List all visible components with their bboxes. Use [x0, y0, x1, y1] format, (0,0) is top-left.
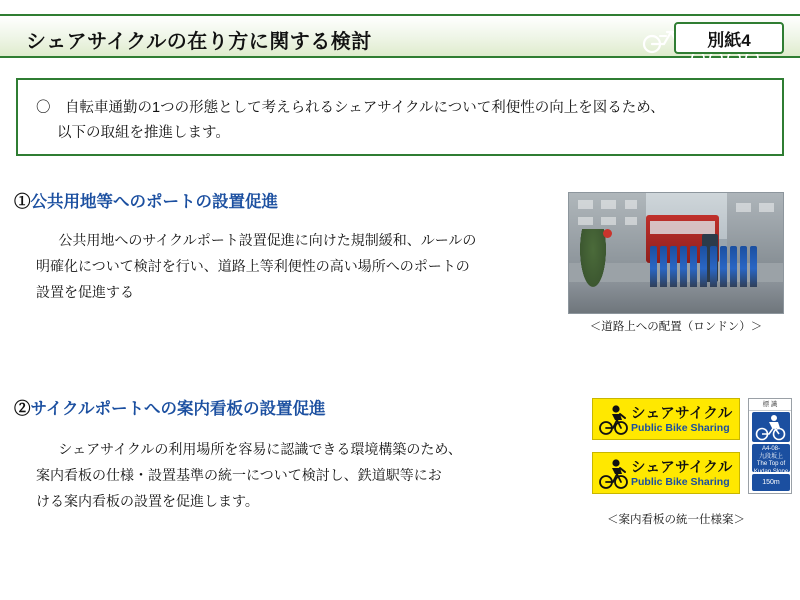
photo-docked-bike [730, 246, 737, 287]
guide-sign-place-en-2: Kudan Slope [753, 468, 789, 475]
signage-mockup-group [592, 398, 792, 502]
section-1-heading-text: 公共用地等へのポートの設置促進 [30, 193, 278, 211]
photo-window [625, 217, 638, 225]
guide-sign-place-info [752, 444, 790, 475]
photo-docked-bike [680, 246, 687, 287]
guide-sign-distance: 150m [752, 474, 790, 491]
share-cycle-sign-2-title: シェアサイクル [631, 460, 733, 476]
section-2-line-1: シェアサイクルの利用場所を容易に認識できる環境構築のため、 [58, 441, 462, 457]
photo-window [601, 200, 616, 208]
share-cycle-sign-1-subtitle: Public Bike Sharing [631, 422, 730, 434]
section-1-line-1: 公共用地へのサイクルポート設置促進に向けた規制緩和、ルールの [58, 232, 477, 248]
photo-window [759, 203, 774, 213]
cyclist-icon [752, 412, 790, 442]
signage-caption: ＜案内看板の統一仕様案＞ [607, 514, 745, 526]
section-1-number: ① [14, 193, 31, 211]
guide-sign-place-jp: 九段坂上 [758, 453, 783, 460]
page-header [0, 14, 800, 58]
photo-docked-bike [720, 246, 727, 287]
section-2-heading [14, 395, 326, 419]
photo-docked-bike [700, 246, 707, 287]
share-cycle-sign-1 [592, 398, 740, 440]
photo-window [601, 217, 616, 225]
photo-docked-bike [740, 246, 747, 287]
photo-tree [580, 229, 606, 287]
photo-docked-bike [710, 246, 717, 287]
share-cycle-sign-2 [592, 452, 740, 494]
lead-statement-box [16, 78, 784, 156]
guide-sign-board [748, 398, 792, 494]
attachment-badge: 別紙4 [674, 22, 784, 54]
photo-window [578, 200, 593, 208]
lead-line-1: 〇 自転車通勤の1つの形態として考えられるシェアサイクルについて利便性の向上を図るため、 [36, 100, 665, 116]
section-1-line-3: 設置を促進する [36, 283, 134, 300]
guide-sign-code: A4-08- [761, 446, 780, 452]
page-title: シェアサイクルの在り方に関する検討 [26, 31, 372, 53]
photo-docked-bike [670, 246, 677, 287]
section-2-number: ② [14, 400, 31, 418]
photo-bike-dock-row [650, 246, 774, 287]
photo-docked-bike [690, 246, 697, 287]
section-2-heading-text: サイクルポートへの案内看板の設置促進 [30, 400, 326, 418]
photo-caption-1: ＜道路上への配置（ロンドン）＞ [589, 321, 763, 333]
share-cycle-sign-2-subtitle: Public Bike Sharing [631, 476, 730, 488]
guide-sign-header: 標 識 [749, 399, 791, 411]
cyclist-icon [598, 458, 628, 490]
cyclist-icon [598, 404, 628, 436]
photo-docked-bike [750, 246, 757, 287]
photo-window [736, 203, 751, 213]
section-1-heading [14, 188, 278, 212]
guide-sign-pictogram [752, 412, 790, 442]
london-street-photo [568, 192, 784, 314]
photo-window [578, 217, 593, 225]
photo-window [625, 200, 638, 208]
photo-bus-window [650, 221, 714, 234]
lead-statement-text [36, 96, 772, 147]
lead-line-2: 以下の取組を推進します。 [57, 125, 230, 142]
share-cycle-sign-1-title: シェアサイクル [631, 406, 733, 422]
guide-sign-place-en-1: The Top of [756, 461, 786, 467]
section-1-line-2: 明確化について検討を行い、道路上等利便性の高い場所へのポートの [36, 257, 470, 274]
photo-docked-bike [660, 246, 667, 287]
section-2-line-2: 案内看板の仕様・設置基準の統一について検討し、鉄道駅等にお [36, 466, 442, 483]
section-2-line-3: ける案内看板の設置を促進します。 [36, 492, 259, 509]
photo-docked-bike [650, 246, 657, 287]
section-2-body [36, 437, 536, 515]
section-1-body [36, 228, 536, 306]
